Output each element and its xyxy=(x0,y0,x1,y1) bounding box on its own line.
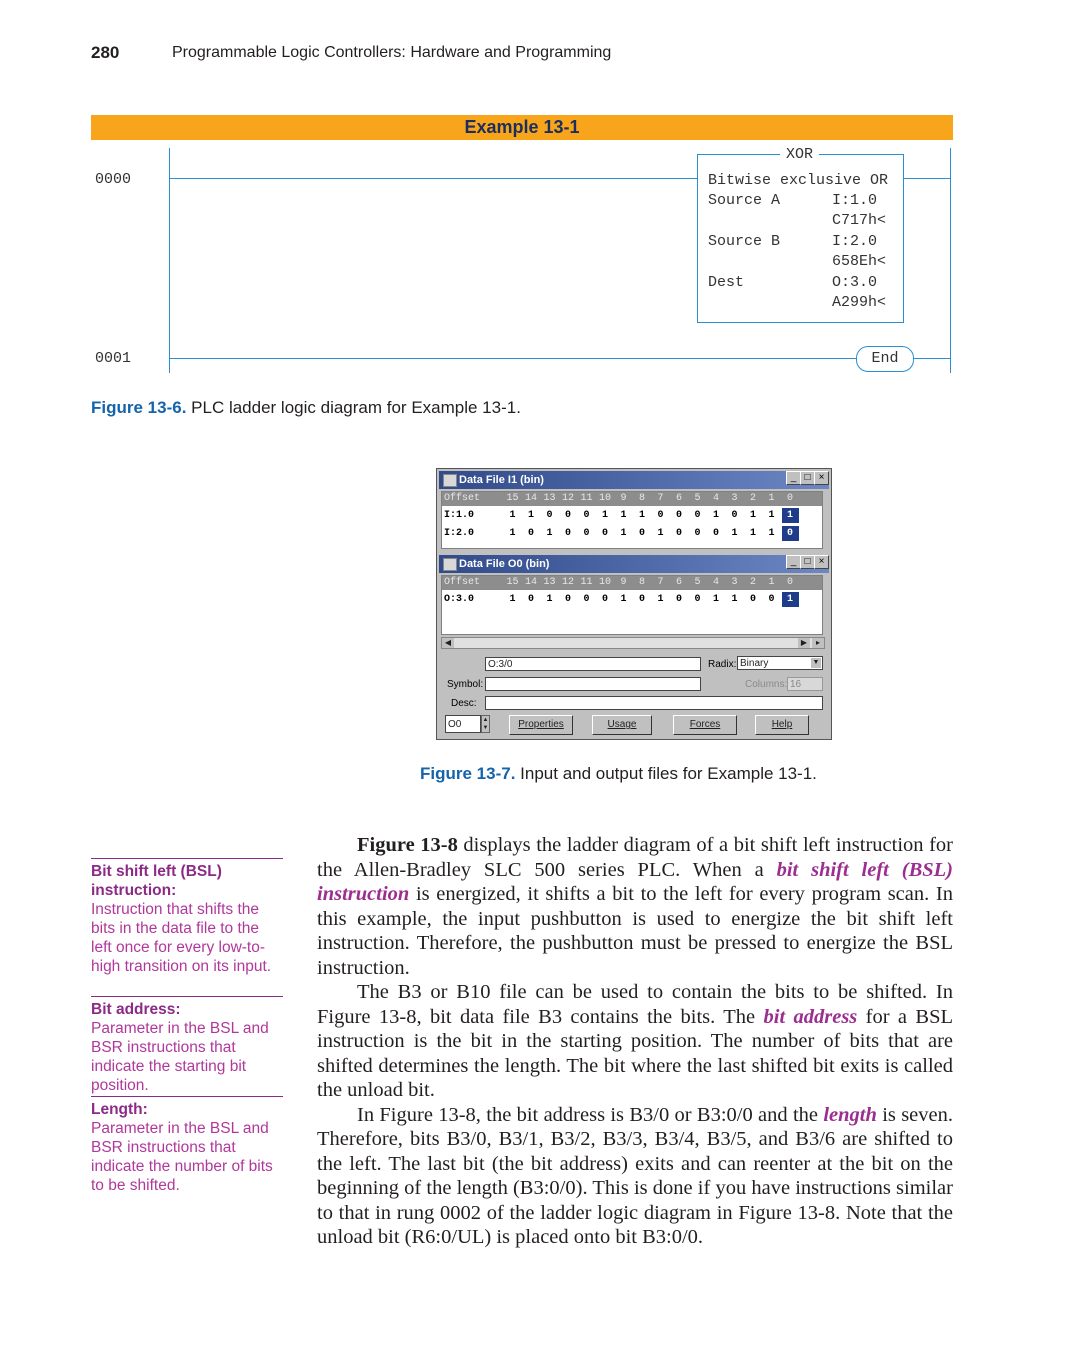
bit-cell[interactable]: 0 xyxy=(694,594,701,605)
window-icon xyxy=(443,558,457,571)
bit-cell[interactable]: 0 xyxy=(694,528,701,539)
bit-column-header: 14 xyxy=(524,493,537,504)
figure-reference: Figure 13-8 xyxy=(357,834,458,856)
xor-title: XOR xyxy=(780,146,819,163)
source-b-label: Source B xyxy=(708,233,781,250)
symbol-label: Symbol: xyxy=(447,679,484,690)
right-power-rail xyxy=(950,148,951,373)
bit-cell[interactable]: 1 xyxy=(601,510,608,521)
glossary-divider xyxy=(91,1096,283,1097)
bit-cell[interactable]: 1 xyxy=(657,528,664,539)
bit-cell[interactable]: 0 xyxy=(675,510,682,521)
bit-cell[interactable]: 1 xyxy=(546,594,553,605)
bit-cell[interactable]: 0 xyxy=(527,594,534,605)
text-run: is seven. Therefore, bits B3/0, B3/1, B3/2, B3/3, B3/4, B3/5, and B3/6 are shifted to the left. The last bit (the bit address) exits and can reenter at the bit on the beginning of the length (B3:0/0). This is done if you have instructions similar to that in rung 0002 of the ladder logic diagram in Figure 13-8. Note that the unload bit (R6:0/UL) is placed onto bit B3:0/0. xyxy=(317,1103,953,1248)
figure-label: Figure 13-7. xyxy=(420,764,516,783)
bit-cell[interactable]: 0 xyxy=(601,594,608,605)
bit-column-header: 5 xyxy=(694,493,701,504)
bit-column-header: 13 xyxy=(543,577,556,588)
usage-button[interactable]: Usage xyxy=(592,715,652,735)
desc-label: Desc: xyxy=(451,698,477,709)
glossary-entry xyxy=(91,1000,283,1095)
glossary-term: Bit address: xyxy=(91,1001,181,1018)
bit-cell[interactable]: 1 xyxy=(620,594,627,605)
key-term: length xyxy=(823,1103,877,1126)
source-a-value: C717h< xyxy=(832,212,887,229)
bit-column-header: 6 xyxy=(675,577,682,588)
bit-cell[interactable]: 0 xyxy=(657,510,664,521)
minimize-icon[interactable]: _ xyxy=(786,555,801,569)
bit-column-header: 3 xyxy=(731,577,738,588)
rung-number-0001: 0001 xyxy=(95,350,132,367)
file-spinner[interactable]: O0 xyxy=(445,715,481,733)
text-run: In Figure 13-8, the bit address is B3/0 or B3:0/0 and the xyxy=(357,1103,824,1126)
bit-column-header: 10 xyxy=(598,577,611,588)
bit-column-header: 11 xyxy=(580,493,593,504)
scroll-left-icon[interactable]: ◀ xyxy=(442,638,454,648)
description-field[interactable] xyxy=(485,696,823,710)
glossary-entry xyxy=(91,1100,283,1195)
bit-cell[interactable]: 1 xyxy=(509,510,516,521)
end-instruction: End xyxy=(856,346,914,372)
bit-cell[interactable]: 1 xyxy=(509,528,516,539)
figure-label: Figure 13-6. xyxy=(91,398,187,417)
bit-cell[interactable]: 0 xyxy=(768,594,775,605)
bit-column-header: 2 xyxy=(749,577,756,588)
bit-column-header: 7 xyxy=(657,577,664,588)
help-button[interactable]: Help xyxy=(755,715,809,735)
glossary-divider xyxy=(91,996,283,997)
glossary-term: Length: xyxy=(91,1101,148,1118)
key-term: bit address xyxy=(763,1005,858,1028)
bit-cell[interactable]: 1 xyxy=(749,528,756,539)
bit-column-header: 15 xyxy=(506,493,519,504)
text-run: The B3 or B10 file can be used to contain the bits to be shifted. In Figure 13-8, bit data file B3 contains the bits. The xyxy=(317,981,953,1028)
bit-column-header: 1 xyxy=(768,493,775,504)
address-field[interactable]: O:3/0 xyxy=(485,657,701,671)
rung-number-0000: 0000 xyxy=(95,171,132,188)
xor-description: Bitwise exclusive OR xyxy=(708,172,889,189)
minimize-icon[interactable]: _ xyxy=(786,471,801,485)
source-a-address: I:1.0 xyxy=(832,192,878,209)
glossary-term: Bit shift left (BSL) instruction: xyxy=(91,863,222,899)
bit-cell[interactable]: 0 xyxy=(583,528,590,539)
window-icon xyxy=(443,474,457,487)
input-file-title: Data File I1 (bin) xyxy=(459,474,544,486)
close-icon[interactable]: × xyxy=(814,555,829,569)
body-text xyxy=(317,833,953,1250)
figure-text: PLC ladder logic diagram for Example 13-1. xyxy=(191,398,521,417)
bit-cell[interactable]: 1 xyxy=(509,594,516,605)
bit-column-header: 15 xyxy=(506,577,519,588)
offset-header: Offset xyxy=(444,493,481,504)
bit-cell[interactable]: 0 xyxy=(782,526,799,541)
key-term: bit shift left (BSL) instruction xyxy=(317,858,953,905)
bit-cell[interactable]: 1 xyxy=(768,510,775,521)
bit-column-header: 12 xyxy=(561,577,574,588)
glossary-definition: Parameter in the BSL and BSR instructions that indicate the number of bits to be shifted. xyxy=(91,1120,273,1194)
offset-header: Offset xyxy=(444,577,481,588)
bit-column-header: 4 xyxy=(712,577,719,588)
input-data-grid xyxy=(441,491,823,549)
bit-cell[interactable]: 0 xyxy=(675,594,682,605)
bit-column-header: 13 xyxy=(543,493,556,504)
bit-cell[interactable]: 0 xyxy=(564,594,571,605)
bit-cell[interactable]: 0 xyxy=(583,510,590,521)
bit-cell[interactable]: 1 xyxy=(782,508,799,523)
bit-cell[interactable]: 1 xyxy=(782,592,799,607)
bit-column-header: 11 xyxy=(580,577,593,588)
running-title: Programmable Logic Controllers: Hardware and Programming xyxy=(172,44,612,61)
rung-0001-wire xyxy=(169,358,950,359)
source-a-label: Source A xyxy=(708,192,781,209)
bit-cell[interactable]: 1 xyxy=(731,528,738,539)
text-run: is energized, it shifts a bit to the left for every program scan. In this example, the input pushbutton is used to energize the bit shift left instruction. Therefore, the pushbutton must be pressed to energize the BSL instruction. xyxy=(317,883,953,979)
bit-cell[interactable]: 0 xyxy=(731,510,738,521)
radix-label: Radix: xyxy=(708,659,737,670)
bit-column-header: 0 xyxy=(786,577,793,588)
bit-cell[interactable]: 0 xyxy=(583,594,590,605)
text-run: displays the ladder diagram of a bit shift left instruction for the Allen-Bradley SLC 500 series PLC. When a xyxy=(317,834,953,881)
bit-column-header: 8 xyxy=(638,577,645,588)
bit-cell[interactable]: 1 xyxy=(712,594,719,605)
close-icon[interactable]: × xyxy=(814,471,829,485)
bit-cell[interactable]: 1 xyxy=(620,510,627,521)
row-offset: I:2.0 xyxy=(444,528,475,539)
left-power-rail xyxy=(169,148,170,373)
text-run: for a BSL instruction is the bit in the starting position. The number of bits that are shifted determines the length. The bit where the last shifted bit exits is called the unload bit. xyxy=(317,1005,953,1101)
example-banner: Example 13-1 xyxy=(91,115,953,140)
bit-cell[interactable]: 1 xyxy=(712,510,719,521)
source-b-value: 658Eh< xyxy=(832,253,887,270)
bit-cell[interactable]: 1 xyxy=(657,594,664,605)
dest-value: A299h< xyxy=(832,294,887,311)
paragraph xyxy=(317,980,953,1103)
data-file-window xyxy=(436,468,832,740)
bit-column-header: 1 xyxy=(768,577,775,588)
bit-cell[interactable]: 1 xyxy=(731,594,738,605)
glossary-divider xyxy=(91,858,283,859)
grid-header xyxy=(442,576,822,590)
scroll-right-icon[interactable]: ▶ xyxy=(798,638,810,648)
bit-cell[interactable]: 1 xyxy=(527,510,534,521)
glossary-definition: Parameter in the BSL and BSR instructions that indicate the starting bit position. xyxy=(91,1020,269,1094)
bit-column-header: 6 xyxy=(675,493,682,504)
output-file-titlebar[interactable] xyxy=(439,555,829,573)
figure-13-7-caption xyxy=(420,764,817,784)
bit-cell[interactable]: 0 xyxy=(675,528,682,539)
row-offset: O:3.0 xyxy=(444,594,475,605)
columns-value: 16 xyxy=(790,679,802,690)
radix-value: Binary xyxy=(740,658,769,669)
bit-column-header: 4 xyxy=(712,493,719,504)
bit-cell[interactable]: 1 xyxy=(768,528,775,539)
bit-cell[interactable]: 0 xyxy=(527,528,534,539)
rung-0000-wire xyxy=(169,178,697,179)
bit-cell[interactable]: 0 xyxy=(694,510,701,521)
page-number: 280 xyxy=(91,43,120,62)
bit-column-header: 5 xyxy=(694,577,701,588)
rung-0000-wire-out xyxy=(902,178,950,179)
output-file-title: Data File O0 (bin) xyxy=(459,558,550,570)
columns-label: Columns: xyxy=(745,679,788,690)
glossary-definition: Instruction that shifts the bits in the data file to the left once for every low-to-high transition on its input. xyxy=(91,901,272,975)
bit-cell[interactable]: 1 xyxy=(638,510,645,521)
bit-cell[interactable]: 0 xyxy=(564,528,571,539)
bit-cell[interactable]: 0 xyxy=(601,528,608,539)
figure-text: Input and output files for Example 13-1. xyxy=(520,764,817,783)
properties-button[interactable]: Properties xyxy=(509,715,573,735)
bit-cell[interactable]: 0 xyxy=(546,510,553,521)
spinner-arrows-icon[interactable]: ▲ ▼ xyxy=(482,717,489,731)
output-data-grid xyxy=(441,575,823,635)
maximize-icon[interactable]: □ xyxy=(800,555,815,569)
source-b-address: I:2.0 xyxy=(832,233,878,250)
bit-column-header: 8 xyxy=(638,493,645,504)
bit-column-header: 9 xyxy=(620,577,627,588)
row-offset: I:1.0 xyxy=(444,510,475,521)
bit-column-header: 3 xyxy=(731,493,738,504)
columns-select[interactable] xyxy=(787,677,823,691)
bit-column-header: 14 xyxy=(524,577,537,588)
radix-select[interactable] xyxy=(737,656,823,670)
symbol-field[interactable] xyxy=(485,677,701,691)
dest-label: Dest xyxy=(708,274,745,291)
expand-icon[interactable]: ▸ xyxy=(812,638,824,648)
bit-cell[interactable]: 1 xyxy=(546,528,553,539)
bit-cell[interactable]: 0 xyxy=(564,510,571,521)
bit-cell[interactable]: 0 xyxy=(749,594,756,605)
bit-cell[interactable]: 0 xyxy=(712,528,719,539)
bit-column-header: 2 xyxy=(749,493,756,504)
bit-column-header: 12 xyxy=(561,493,574,504)
dest-address: O:3.0 xyxy=(832,274,878,291)
bit-cell[interactable]: 0 xyxy=(638,528,645,539)
figure-13-6-caption xyxy=(91,398,521,418)
bit-cell[interactable]: 0 xyxy=(638,594,645,605)
bit-cell[interactable]: 1 xyxy=(620,528,627,539)
input-file-titlebar[interactable] xyxy=(439,471,829,489)
grid-header xyxy=(442,492,822,506)
bit-column-header: 0 xyxy=(786,493,793,504)
chevron-down-icon[interactable]: ▼ xyxy=(812,659,820,666)
paragraph xyxy=(317,833,953,980)
bit-column-header: 7 xyxy=(657,493,664,504)
forces-button[interactable]: Forces xyxy=(673,715,737,735)
glossary-entry xyxy=(91,862,283,976)
bit-column-header: 10 xyxy=(598,493,611,504)
horizontal-scrollbar[interactable] xyxy=(441,637,825,649)
bit-column-header: 9 xyxy=(620,493,627,504)
maximize-icon[interactable]: □ xyxy=(800,471,815,485)
bit-cell[interactable]: 1 xyxy=(749,510,756,521)
paragraph xyxy=(317,1103,953,1250)
